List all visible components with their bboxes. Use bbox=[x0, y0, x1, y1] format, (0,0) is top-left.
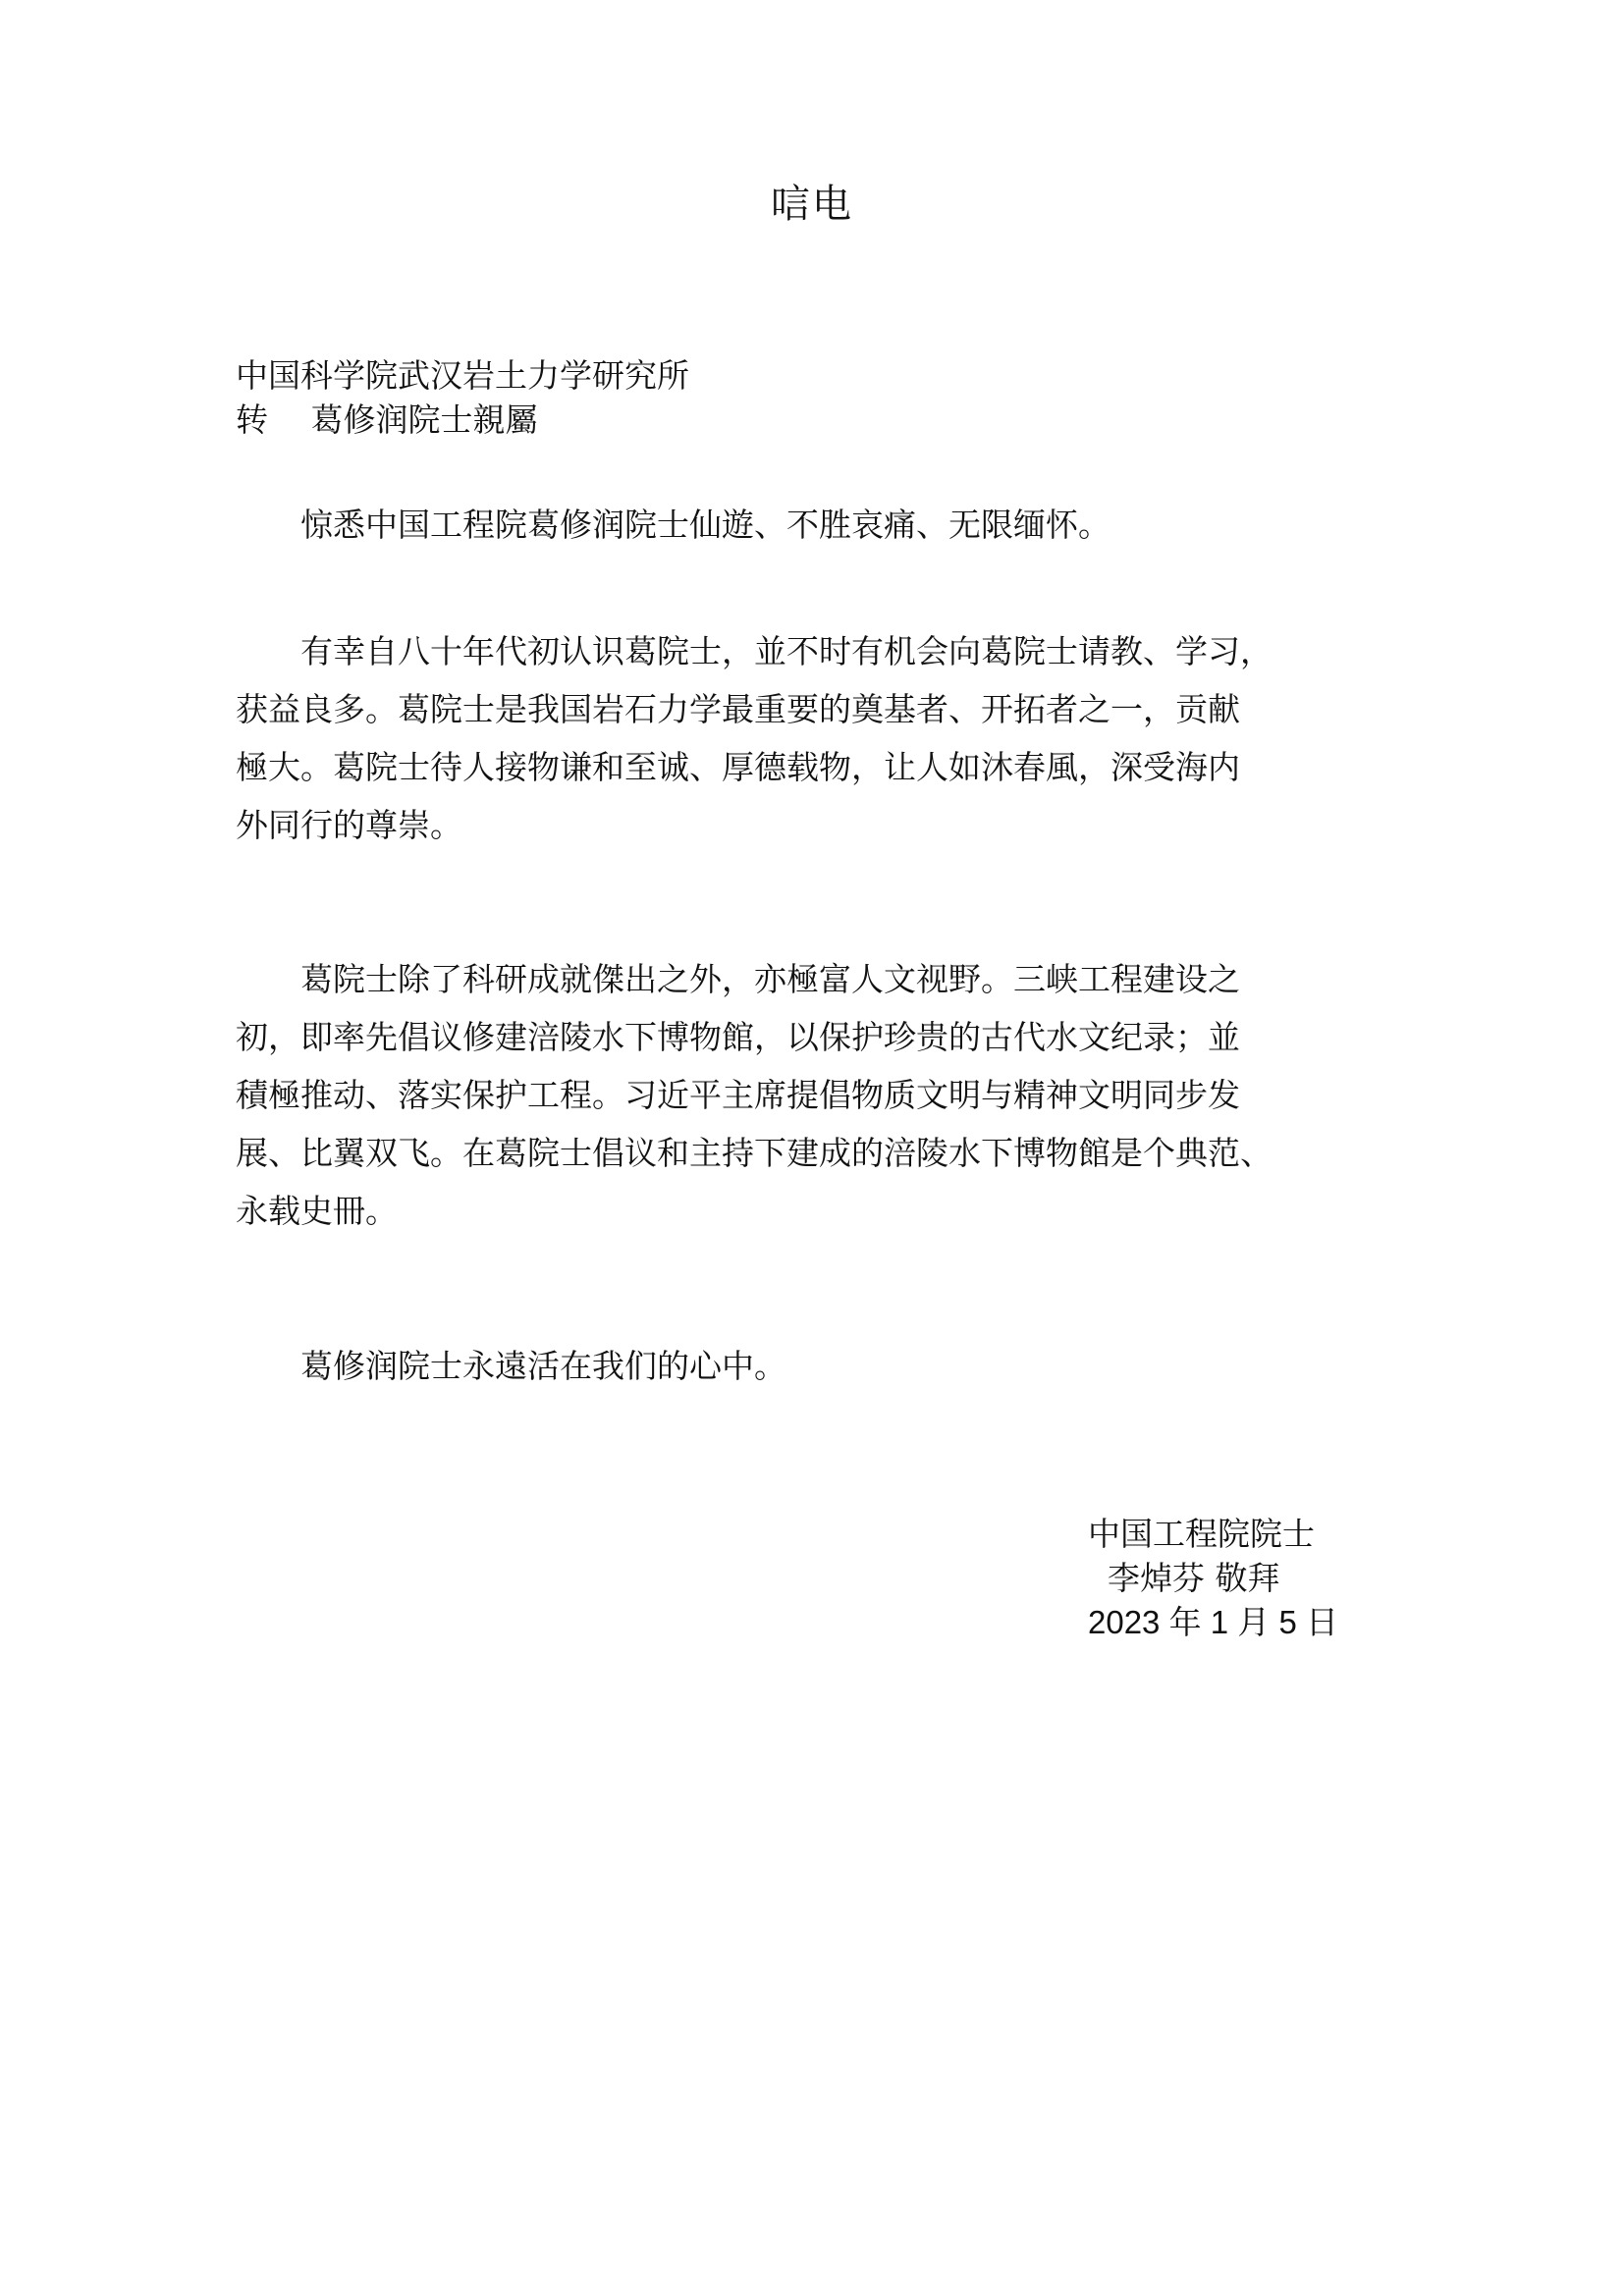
signer-title: 中国工程院院士 bbox=[1088, 1515, 1315, 1553]
paragraph-line: 積極推动、落实保护工程。习近平主席提倡物质文明与精神文明同步发 bbox=[236, 1076, 1240, 1114]
paragraph-line: 外同行的尊崇。 bbox=[236, 806, 462, 844]
paragraph-closing bbox=[236, 1337, 1392, 1395]
letter-date: 2023 年 1 月 5 日 bbox=[1088, 1604, 1338, 1640]
paragraph-line: 葛院士除了科研成就傑出之外，亦極富人文视野。三峡工程建设之 bbox=[236, 960, 1240, 998]
paragraph-line: 获益良多。葛院士是我国岩石力学最重要的奠基者、开拓者之一，贡献 bbox=[236, 690, 1240, 728]
addressee-block bbox=[236, 353, 689, 442]
paragraph-line: 惊悉中国工程院葛修润院士仙遊、不胜哀痛、无限缅怀。 bbox=[236, 506, 1110, 544]
addressee-institution: 中国科学院武汉岩土力学研究所 bbox=[236, 356, 689, 395]
paragraph-line: 永载史冊。 bbox=[236, 1192, 398, 1230]
document-title: 唁电 bbox=[771, 182, 853, 227]
paragraph-line: 極大。葛院士待人接物谦和至诚、厚德载物，让人如沐春風，深受海内 bbox=[236, 748, 1240, 786]
addressee-recipient: 转 葛修润院士親屬 bbox=[236, 400, 538, 439]
paragraph-line: 葛修润院士永遠活在我们的心中。 bbox=[236, 1347, 786, 1385]
paragraph-achievements bbox=[236, 950, 1392, 1240]
signature-block bbox=[1088, 1512, 1338, 1644]
signer-name: 李焯芬 敬拜 bbox=[1108, 1559, 1280, 1597]
paragraph-line: 初，即率先倡议修建涪陵水下博物館，以保护珍贵的古代水文纪录；並 bbox=[236, 1018, 1240, 1056]
paragraph-condolence bbox=[236, 496, 1392, 554]
paragraph-line: 展、比翼双飞。在葛院士倡议和主持下建成的涪陵水下博物館是个典范、 bbox=[236, 1134, 1272, 1172]
paragraph-acquaintance bbox=[236, 622, 1392, 854]
paragraph-line: 有幸自八十年代初认识葛院士，並不时有机会向葛院士请教、学习， bbox=[236, 632, 1272, 670]
